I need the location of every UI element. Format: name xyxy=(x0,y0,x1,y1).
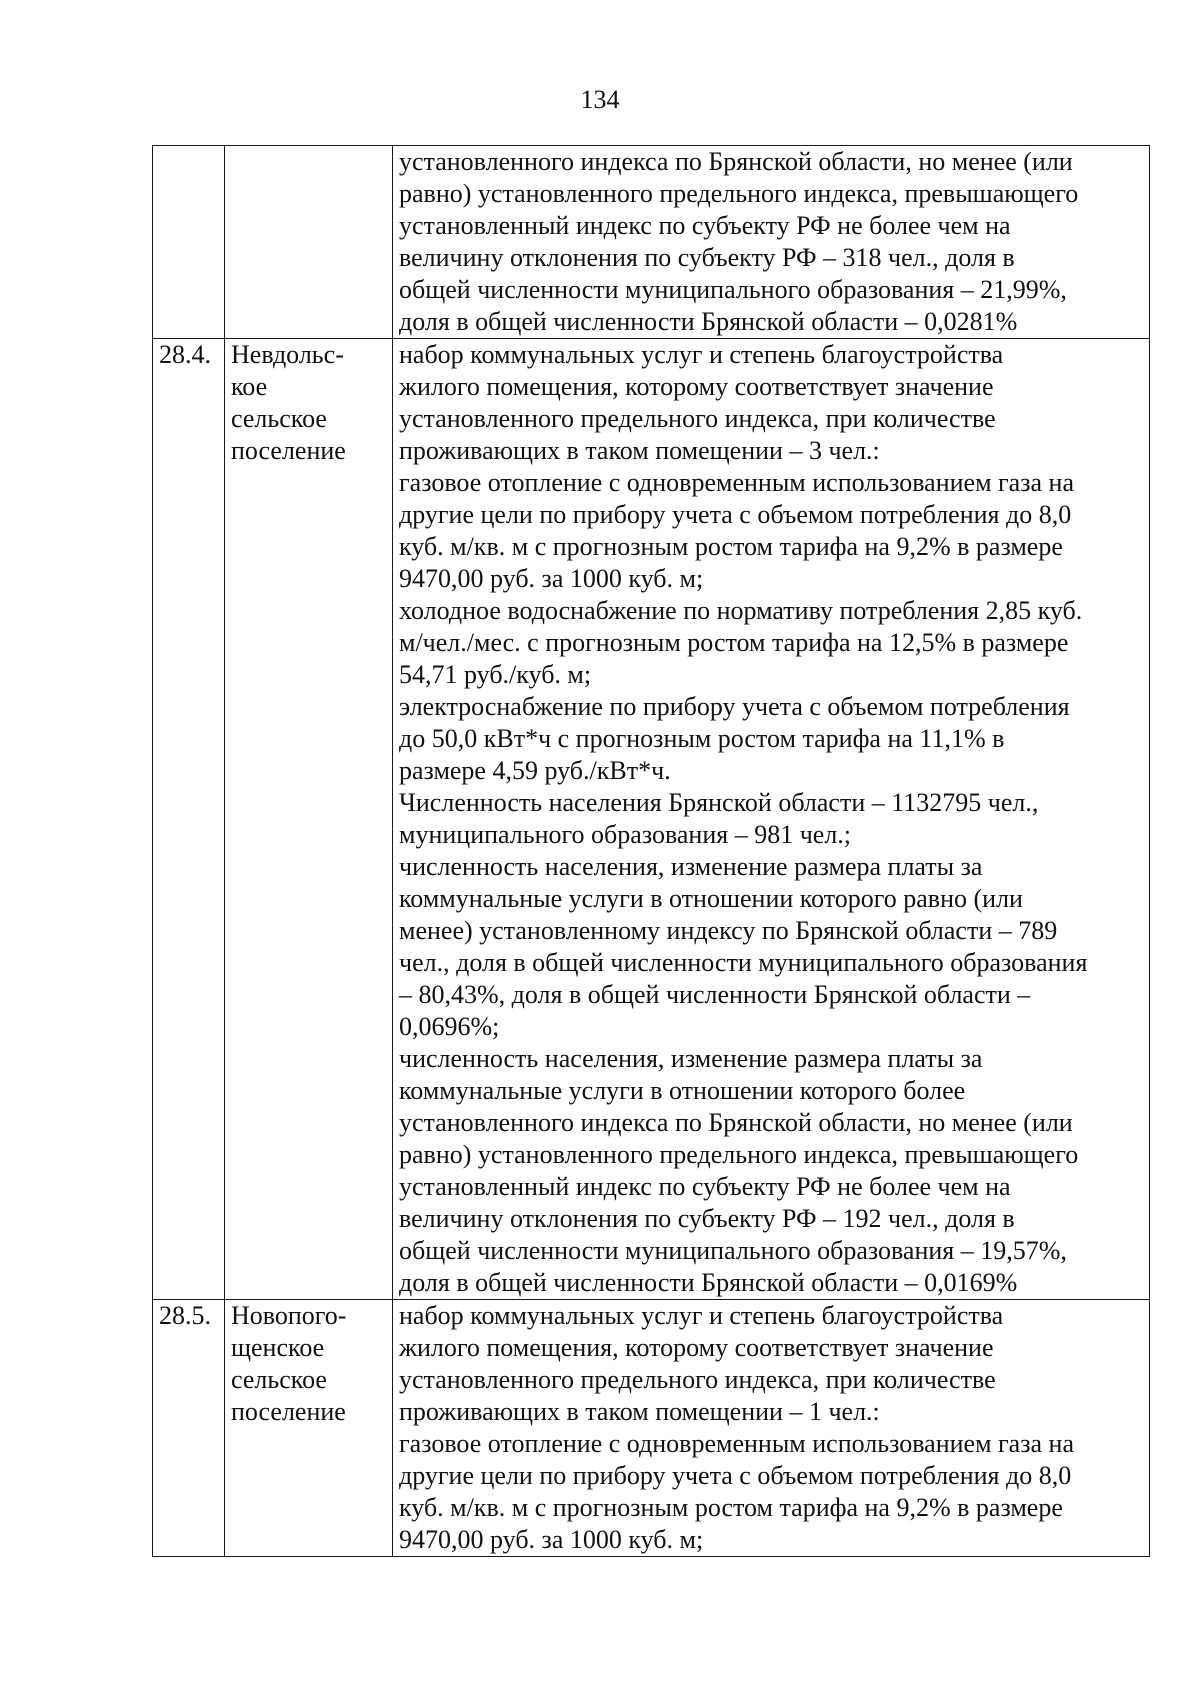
description-line: размере 4,59 руб./кВт*ч. xyxy=(399,756,671,785)
page-number: 134 xyxy=(580,85,620,114)
description-line: проживающих в таком помещении – 3 чел.: xyxy=(399,436,880,465)
settlement-name-line: щенское xyxy=(231,1333,325,1362)
row-number: 28.4. xyxy=(159,340,211,369)
description-cell xyxy=(393,339,1150,1300)
description-cell xyxy=(393,1300,1150,1557)
description-line: величину отклонения по субъекту РФ – 318 чел., доля в xyxy=(399,243,1015,272)
table-row xyxy=(153,1300,1150,1557)
table-body xyxy=(153,146,1150,1557)
settlement-name-line: Новопого- xyxy=(231,1301,347,1330)
description-line: куб. м/кв. м с прогнозным ростом тарифа на 9,2% в размере xyxy=(399,1493,1063,1522)
description-line: – 80,43%, доля в общей численности Брянской области – xyxy=(399,980,1031,1009)
row-number-cell xyxy=(153,146,225,339)
settlement-name-line: поселение xyxy=(231,436,346,465)
settlement-name-line: Невдольс- xyxy=(231,340,344,369)
description-line: доля в общей численности Брянской области – 0,0281% xyxy=(399,307,1018,336)
description-line: равно) установленного предельного индекса, превышающего xyxy=(399,179,1079,208)
settlement-name-cell xyxy=(225,1300,393,1557)
description-line: коммунальные услуги в отношении которого более xyxy=(399,1076,966,1105)
description-line: общей численности муниципального образования – 21,99%, xyxy=(399,275,1067,304)
settlement-name-cell xyxy=(225,146,393,339)
description-line: электроснабжение по прибору учета с объемом потребления xyxy=(399,692,1070,721)
table-row xyxy=(153,146,1150,339)
description-line: 54,71 руб./куб. м; xyxy=(399,660,592,689)
row-number: 28.5. xyxy=(159,1301,211,1330)
description-line: холодное водоснабжение по нормативу потребления 2,85 куб. xyxy=(399,596,1083,625)
settlement-name-line: сельское xyxy=(231,1365,327,1394)
description-line: куб. м/кв. м с прогнозным ростом тарифа на 9,2% в размере xyxy=(399,532,1063,561)
description-line: менее) установленному индексу по Брянской области – 789 xyxy=(399,916,1058,945)
row-number-cell xyxy=(153,339,225,1300)
description-line: общей численности муниципального образования – 19,57%, xyxy=(399,1236,1067,1265)
description-line: величину отклонения по субъекту РФ – 192 чел., доля в xyxy=(399,1204,1015,1233)
description-line: чел., доля в общей численности муниципального образования xyxy=(399,948,1088,977)
settlement-name-line: сельское xyxy=(231,404,327,433)
settlement-name-line: поселение xyxy=(231,1397,346,1426)
description-line: установленного индекса по Брянской области, но менее (или xyxy=(399,147,1073,176)
description-line: равно) установленного предельного индекса, превышающего xyxy=(399,1140,1079,1169)
description-line: газовое отопление с одновременным использованием газа на xyxy=(399,1429,1074,1458)
description-line: газовое отопление с одновременным использованием газа на xyxy=(399,468,1074,497)
description-line: 9470,00 руб. за 1000 куб. м; xyxy=(399,1525,704,1554)
description-line: жилого помещения, которому соответствует значение xyxy=(399,372,994,401)
table-row xyxy=(153,339,1150,1300)
description-line: набор коммунальных услуг и степень благоустройства xyxy=(399,340,1004,369)
description-cell xyxy=(393,146,1150,339)
description-line: установленный индекс по субъекту РФ не более чем на xyxy=(399,211,1011,240)
description-line: установленного индекса по Брянской области, но менее (или xyxy=(399,1108,1073,1137)
description-line: коммунальные услуги в отношении которого равно (или xyxy=(399,884,1023,913)
description-line: Численность населения Брянской области – 1132795 чел., xyxy=(399,788,1039,817)
description-line: проживающих в таком помещении – 1 чел.: xyxy=(399,1397,880,1426)
description-line: установленного предельного индекса, при количестве xyxy=(399,404,996,433)
row-number-cell xyxy=(153,1300,225,1557)
description-line: другие цели по прибору учета с объемом потребления до 8,0 xyxy=(399,500,1072,529)
description-line: 0,0696%; xyxy=(399,1012,500,1041)
description-line: 9470,00 руб. за 1000 куб. м; xyxy=(399,564,704,593)
description-line: установленный индекс по субъекту РФ не более чем на xyxy=(399,1172,1011,1201)
description-line: численность населения, изменение размера платы за xyxy=(399,852,983,881)
document-table xyxy=(152,145,1150,1557)
description-line: муниципального образования – 981 чел.; xyxy=(399,820,852,849)
description-line: численность населения, изменение размера платы за xyxy=(399,1044,983,1073)
description-line: набор коммунальных услуг и степень благоустройства xyxy=(399,1301,1004,1330)
description-line: другие цели по прибору учета с объемом потребления до 8,0 xyxy=(399,1461,1072,1490)
description-line: установленного предельного индекса, при количестве xyxy=(399,1365,996,1394)
description-line: доля в общей численности Брянской области – 0,0169% xyxy=(399,1268,1018,1297)
settlement-name-line: кое xyxy=(231,372,268,401)
description-line: до 50,0 кВт*ч с прогнозным ростом тарифа на 11,1% в xyxy=(399,724,1005,753)
description-line: м/чел./мес. с прогнозным ростом тарифа на 12,5% в размере xyxy=(399,628,1069,657)
settlement-name-cell xyxy=(225,339,393,1300)
description-line: жилого помещения, которому соответствует значение xyxy=(399,1333,994,1362)
